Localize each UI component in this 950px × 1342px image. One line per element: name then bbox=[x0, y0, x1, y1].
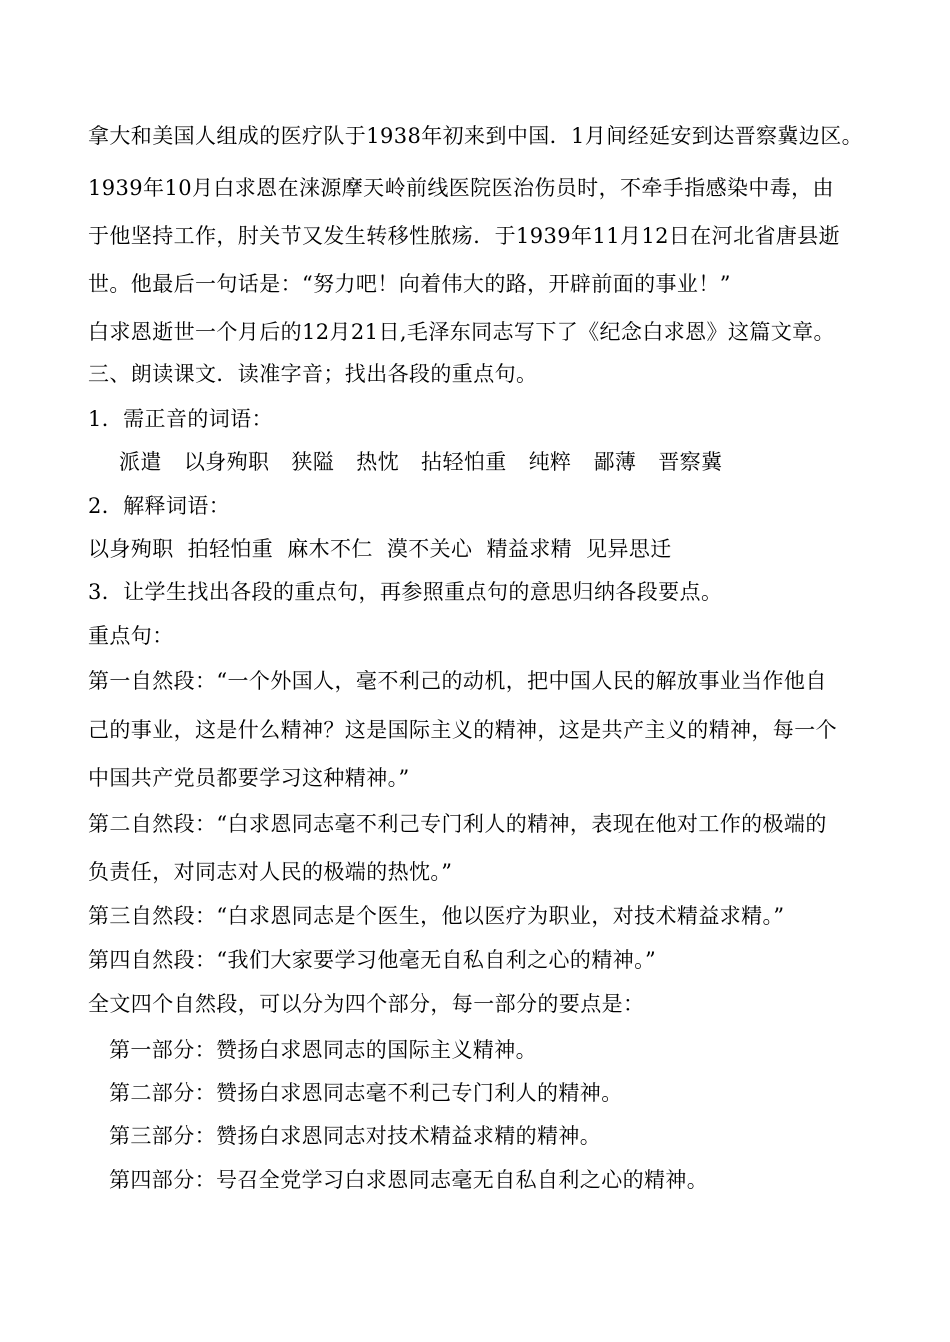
paragraph-2-line-2: 负责任，对同志对人民的极端的热忱。” bbox=[88, 860, 453, 884]
word: 麻木不仁 bbox=[287, 537, 373, 561]
word: 纯粹 bbox=[528, 450, 572, 474]
paragraph-2-line-1: 第二自然段：“白求恩同志毫不利己专门利人的精神，表现在他对工作的极端的 bbox=[88, 812, 827, 836]
intro-line-5: 白求恩逝世一个月后的12月21日,毛泽东同志写下了《纪念白求恩》这篇文章。 bbox=[88, 320, 835, 344]
word: 见异思迁 bbox=[586, 537, 672, 561]
word: 以身殉职 bbox=[183, 450, 270, 474]
summary-part-3: 第三部分：赞扬白求恩同志对技术精益求精的精神。 bbox=[109, 1124, 602, 1148]
word: 狭隘 bbox=[291, 450, 335, 474]
item-2-label: 2．解释词语： bbox=[88, 494, 231, 518]
summary-part-2: 第二部分：赞扬白求恩同志毫不利己专门利人的精神。 bbox=[109, 1081, 623, 1105]
section-3-heading: 三、朗读课文．读准字音；找出各段的重点句。 bbox=[88, 362, 538, 386]
word: 拍轻怕重 bbox=[187, 537, 274, 561]
word: 热忱 bbox=[356, 450, 400, 474]
word: 漠不关心 bbox=[386, 537, 473, 561]
word: 派遣 bbox=[119, 450, 162, 474]
summary-part-1: 第一部分：赞扬白求恩同志的国际主义精神。 bbox=[109, 1038, 537, 1062]
paragraph-1-line-1: 第一自然段：“一个外国人，毫不利己的动机，把中国人民的解放事业当作他自 bbox=[88, 669, 827, 693]
intro-line-1: 拿大和美国人组成的医疗队于1938年初来到中国．1月间经延安到达晋察冀边区。 bbox=[88, 124, 864, 148]
word: 精益求精 bbox=[486, 537, 573, 561]
word: 鄙薄 bbox=[593, 450, 637, 474]
intro-line-2: 1939年10月白求恩在涞源摩天岭前线医院医治伤员时，不牵手指感染中毒，由 bbox=[88, 176, 834, 200]
paragraph-4: 第四自然段：“我们大家要学习他毫无自私自利之心的精神。” bbox=[88, 948, 657, 972]
intro-line-3: 于他坚持工作，肘关节又发生转移性脓疡．于1939年11月12日在河北省唐县逝 bbox=[88, 224, 841, 248]
item-1-label: 1．需正音的词语： bbox=[88, 407, 273, 431]
item-3-label: 3．让学生找出各段的重点句，再参照重点句的意思归纳各段要点。 bbox=[88, 580, 723, 604]
vocabulary-word-list bbox=[88, 535, 938, 563]
intro-line-4: 世。他最后一句话是：“努力吧！向着伟大的路，开辟前面的事业！” bbox=[88, 272, 731, 296]
word: 以身殉职 bbox=[88, 537, 174, 561]
pronunciation-word-list bbox=[119, 448, 950, 476]
summary-intro: 全文四个自然段，可以分为四个部分，每一部分的要点是： bbox=[88, 992, 645, 1016]
summary-part-4: 第四部分：号召全党学习白求恩同志毫无自私自利之心的精神。 bbox=[109, 1168, 709, 1192]
paragraph-3: 第三自然段：“白求恩同志是个医生，他以医疗为职业，对技术精益求精。” bbox=[88, 904, 785, 928]
key-sentences-label: 重点句： bbox=[88, 624, 174, 648]
word: 晋察冀 bbox=[658, 450, 723, 474]
paragraph-1-line-2: 己的事业，这是什么精神？这是国际主义的精神，这是共产主义的精神，每一个 bbox=[88, 718, 837, 742]
paragraph-1-line-3: 中国共产党员都要学习这种精神。” bbox=[88, 766, 410, 790]
word: 拈轻怕重 bbox=[421, 450, 507, 474]
